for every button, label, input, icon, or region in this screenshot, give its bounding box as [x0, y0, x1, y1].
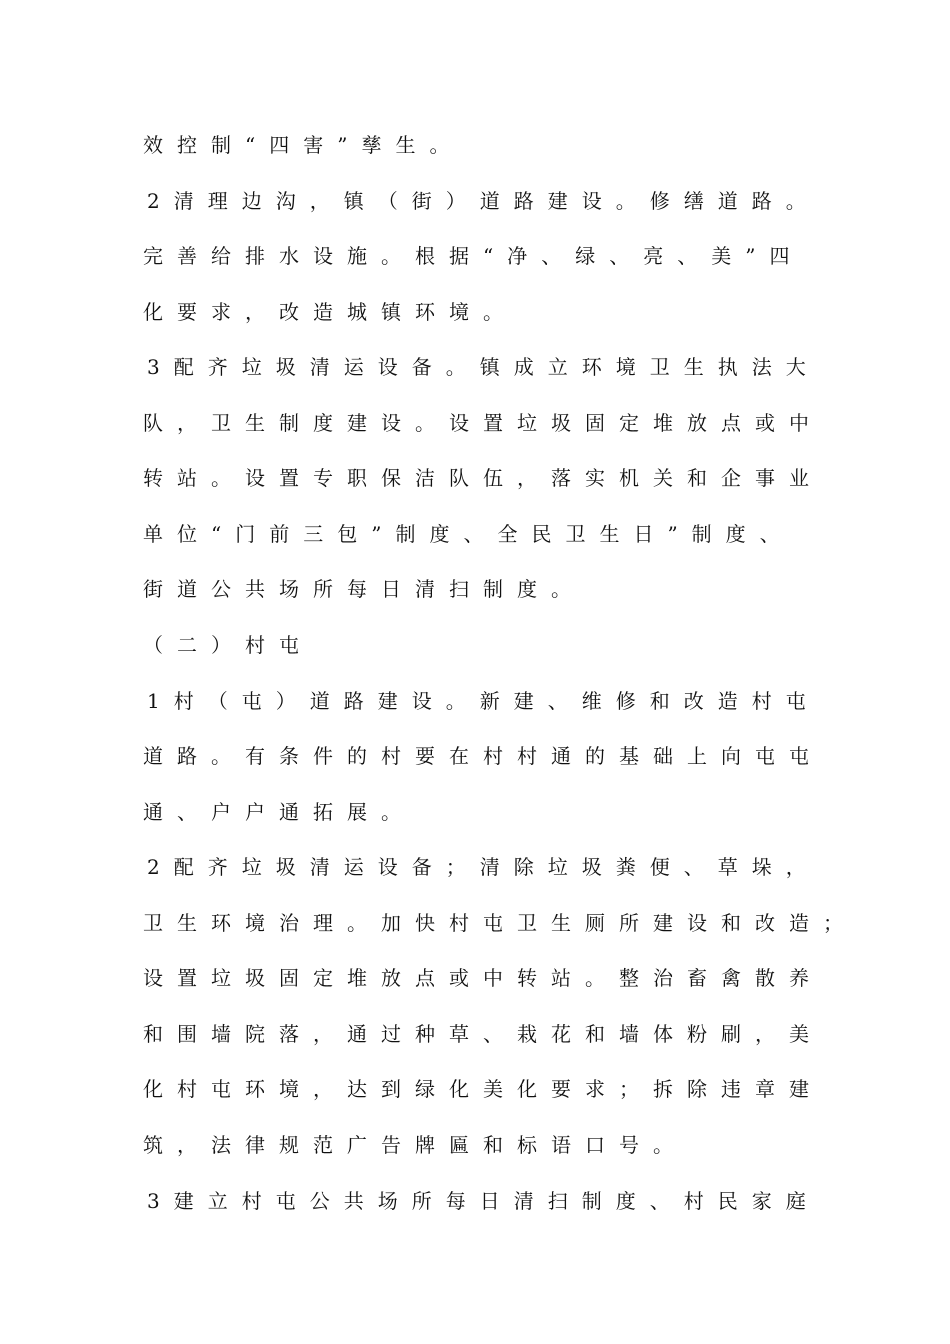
text-line: 道路。有条件的村要在村村通的基础上向屯屯: [143, 744, 823, 768]
text-line: 和围墙院落，通过种草、栽花和墙体粉刷，美: [143, 1022, 823, 1046]
text-line: 完善给排水设施。根据“净、绿、亮、美”四: [143, 244, 804, 268]
text-line: 3配齐垃圾清运设备。镇成立环境卫生执法大: [147, 355, 820, 379]
text-line: 化要求，改造城镇环境。: [143, 300, 517, 324]
text-line: 筑，法律规范广告牌匾和标语口号。: [143, 1133, 687, 1157]
text-line: 街道公共场所每日清扫制度。: [143, 577, 585, 601]
text-line: 效控制“四害”孳生。: [143, 133, 464, 157]
text-line: 化村屯环境，达到绿化美化要求；拆除违章建: [143, 1077, 823, 1101]
text-line: 3建立村屯公共场所每日清扫制度、村民家庭: [147, 1189, 820, 1213]
text-line: 2清理边沟，镇（街）道路建设。修缮道路。: [147, 189, 820, 213]
text-line: 通、户户通拓展。: [143, 800, 415, 824]
text-line: 设置垃圾固定堆放点或中转站。整治畜禽散养: [143, 966, 823, 990]
text-line: 单位“门前三包”制度、全民卫生日”制度、: [143, 522, 794, 546]
text-line: 1村（屯）道路建设。新建、维修和改造村屯: [147, 689, 820, 713]
text-line: 卫生环境治理。加快村屯卫生厕所建设和改造；: [143, 911, 857, 935]
section-heading: （二）村屯: [143, 633, 313, 657]
text-line: 队，卫生制度建设。设置垃圾固定堆放点或中: [143, 411, 823, 435]
text-line: 转站。设置专职保洁队伍，落实机关和企事业: [143, 466, 823, 490]
text-line: 2配齐垃圾清运设备；清除垃圾粪便、草垛，: [147, 855, 820, 879]
